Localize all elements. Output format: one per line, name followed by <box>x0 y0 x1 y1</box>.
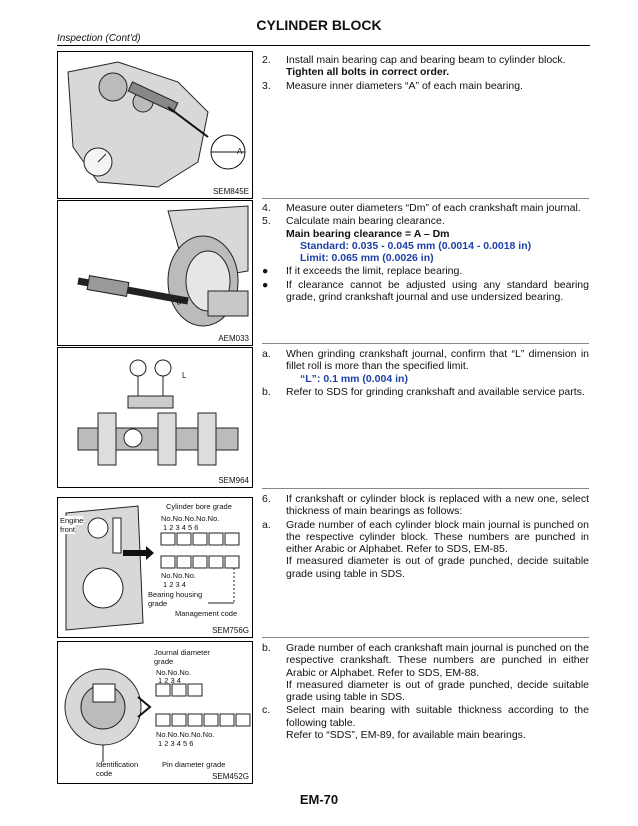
label-cylinder-bore-grade: Cylinder bore grade <box>166 502 232 511</box>
page-number: EM-70 <box>299 792 339 807</box>
figure-id: SEM756G <box>212 626 249 635</box>
bullet-text: If it exceeds the limit, replace bearing. <box>286 265 463 278</box>
label-engine-front-1: Engine <box>60 516 84 525</box>
header-rule <box>57 45 590 46</box>
separator <box>262 637 589 638</box>
step-text: Measure outer diameters “Dm” of each crankshaft main journal. <box>286 202 581 214</box>
label-bearing-housing-2: grade <box>148 599 168 608</box>
page-title: CYLINDER BLOCK <box>256 17 382 33</box>
separator <box>262 198 589 199</box>
section-grinding <box>262 348 589 399</box>
label-bearing-housing-1: Bearing housing <box>148 590 203 599</box>
figure-id: SEM845E <box>212 187 249 196</box>
step-c <box>262 704 589 741</box>
step-text-continued: Refer to “SDS”, EM-89, for available main bearings. <box>286 729 526 742</box>
step-text-continued: If measured diameter is out of grade punched, decide suitable grade using table in SDS. <box>286 678 589 704</box>
micrometer-illustration <box>58 201 252 345</box>
step-number: 6. <box>262 493 271 505</box>
step-text: Grade number of each crankshaft main journal is punched on the respective crankshaft. These numbers are punched in either Arabic or Alphabet. Refer to SDS, EM-88. <box>286 642 589 679</box>
step-text: Grade number of each cylinder block main journal is punched on the respective cylinder block. These numbers are punched in either Arabic or Alphabet. Refer to SDS, EM-85. <box>286 518 589 556</box>
step-4 <box>262 202 589 214</box>
section-subtitle: Inspection (Cont'd) <box>57 33 141 44</box>
step-note: Tighten all bolts in correct order. <box>286 66 450 79</box>
figure-journal-micrometer <box>57 200 253 346</box>
section-clearance <box>262 202 589 304</box>
step-6 <box>262 493 589 518</box>
figure-bearing-bore <box>57 51 253 199</box>
label-management-code: Management code <box>175 609 238 618</box>
label-bottom-numbers: No.No.No.No.No. <box>156 730 215 739</box>
figure-id: AEM033 <box>218 334 249 343</box>
figure-id: SEM964 <box>218 476 249 485</box>
step-b <box>262 642 589 703</box>
step-letter: b. <box>262 642 271 654</box>
bullet-text: If clearance cannot be adjusted using any standard bearing grade, grind crankshaft journal and use undersized bearing. <box>286 278 589 304</box>
label-identification-2: code <box>96 769 113 778</box>
step-letter: a. <box>262 518 271 531</box>
step-text: Measure inner diameters “A” of each main bearing. <box>286 79 523 92</box>
step-letter: c. <box>262 704 271 717</box>
figure-crankshaft-fillet <box>57 347 253 488</box>
label-top-numbers: No.No.No. <box>156 668 192 677</box>
label-bottom-digits: 1 2 3 4 5 6 <box>158 739 194 748</box>
section-crank-grade <box>262 642 589 742</box>
step-b <box>262 386 589 398</box>
section-install-bearing <box>262 54 589 93</box>
label-bottom-digits: 1 2 3 4 <box>163 580 186 589</box>
label-bottom-numbers: No.No.No. <box>161 571 197 580</box>
label-l: L <box>182 371 187 380</box>
step-text: When grinding crankshaft journal, confirm that “L” dimension in fillet roll is more than the specified limit. <box>286 348 589 373</box>
step-letter: a. <box>262 348 271 360</box>
step-number: 5. <box>262 215 271 228</box>
separator <box>262 488 589 489</box>
step-text: Calculate main bearing clearance. <box>286 215 445 228</box>
step-text-continued: If measured diameter is out of grade punched, decide suitable grade using table in SDS. <box>286 555 589 580</box>
standard-spec: Standard: 0.035 - 0.045 mm (0.0014 - 0.0018 in) <box>300 239 532 252</box>
formula: Main bearing clearance = A – Dm <box>286 227 450 240</box>
label-identification-1: Identification <box>96 760 139 769</box>
step-2 <box>262 54 589 79</box>
limit-spec: Limit: 0.065 mm (0.0026 in) <box>300 252 434 265</box>
label-a: A <box>237 147 243 156</box>
bullet-icon: ● <box>262 278 269 291</box>
step-text: If crankshaft or cylinder block is replaced with a new one, select thickness of main bearings as follows: <box>286 493 589 518</box>
label-journal-1: Journal diameter <box>154 648 210 657</box>
label-top-digits: 1 2 3 4 <box>158 676 181 685</box>
step-text: Install main bearing cap and bearing beam to cylinder block. <box>286 54 566 66</box>
figure-crankshaft-grade <box>57 641 253 784</box>
step-5 <box>262 215 589 264</box>
step-text: Refer to SDS for grinding crankshaft and available service parts. <box>286 385 585 398</box>
step-a <box>262 519 589 580</box>
step-number: 3. <box>262 79 271 92</box>
step-number: 2. <box>262 54 271 66</box>
step-text: Select main bearing with suitable thickness according to the following table. <box>286 704 589 729</box>
bullet-icon: ● <box>262 265 269 278</box>
crankshaft-illustration <box>58 348 252 487</box>
l-spec: “L”: 0.1 mm (0.004 in) <box>300 372 408 385</box>
figure-cylinder-block-grade <box>57 497 253 638</box>
bullet-1 <box>262 265 589 277</box>
label-engine-front-2: front <box>60 525 76 534</box>
section-bearing-selection <box>262 493 589 581</box>
step-number: 4. <box>262 202 271 214</box>
bore-gauge-illustration <box>58 52 252 198</box>
bullet-2 <box>262 279 589 304</box>
label-pin-diameter-grade: Pin diameter grade <box>162 760 226 769</box>
label-journal-2: grade <box>154 657 174 666</box>
step-a <box>262 348 589 385</box>
figure-id: SEM452G <box>212 772 249 781</box>
step-3 <box>262 80 589 92</box>
label-top-numbers: No.No.No.No.No. <box>161 514 220 523</box>
label-top-digits: 1 2 3 4 5 6 <box>163 523 199 532</box>
label-dm: Dm <box>174 294 190 307</box>
step-letter: b. <box>262 385 271 398</box>
separator <box>262 343 589 344</box>
